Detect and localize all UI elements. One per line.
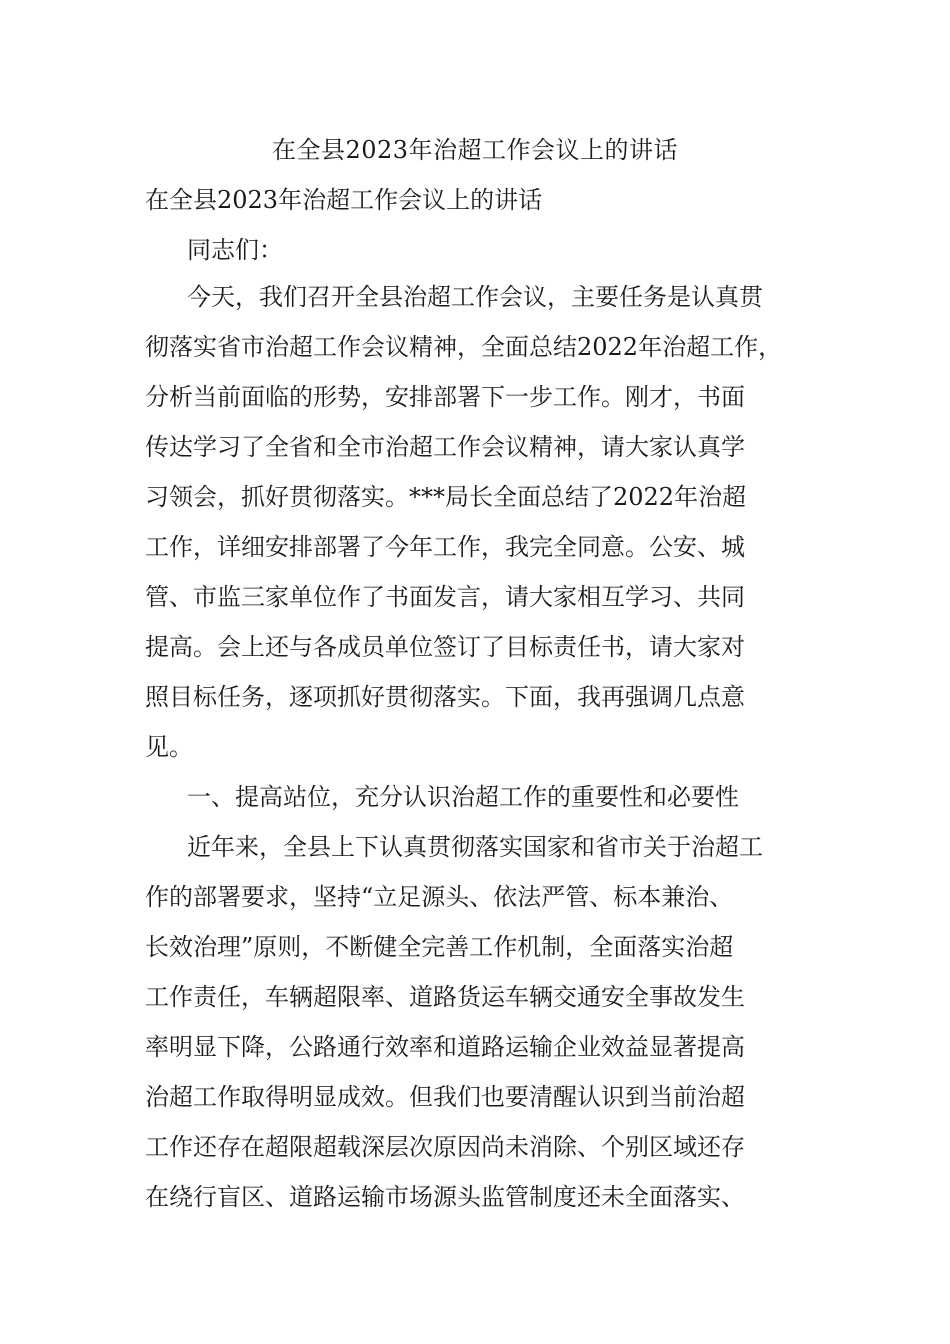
paragraph-1-line: 见。 bbox=[145, 733, 193, 761]
paragraph-1 bbox=[145, 272, 810, 772]
paragraph-1-line: 工作，详细安排部署了今年工作，我完全同意。公安、城 bbox=[145, 533, 745, 561]
greeting: 同志们： bbox=[187, 236, 283, 264]
paragraph-1-line: 传达学习了全省和全市治超工作会议精神，请大家认真学 bbox=[145, 433, 745, 461]
paragraph-2 bbox=[145, 822, 810, 1222]
section-heading-1: 一、提高站位，充分认识治超工作的重要性和必要性 bbox=[187, 783, 739, 811]
paragraph-2-line: 长效治理”原则，不断健全完善工作机制，全面落实治超 bbox=[145, 933, 734, 961]
paragraph-1-line: 提高。会上还与各成员单位签订了目标责任书，请大家对 bbox=[145, 633, 745, 661]
paragraph-2-line: 工作责任，车辆超限率、道路货运车辆交通安全事故发生 bbox=[145, 983, 745, 1011]
paragraph-2-line: 近年来，全县上下认真贯彻落实国家和省市关于治超工 bbox=[187, 833, 763, 861]
paragraph-2-line: 作的部署要求，坚持“立足源头、依法严管、标本兼治、 bbox=[145, 883, 734, 911]
paragraph-2-line: 在绕行盲区、道路运输市场源头监管制度还未全面落实、 bbox=[145, 1183, 745, 1211]
document-subtitle: 在全县2023年治超工作会议上的讲话 bbox=[145, 186, 543, 214]
paragraph-1-line: 今天，我们召开全县治超工作会议，主要任务是认真贯 bbox=[187, 283, 763, 311]
paragraph-1-line: 习领会，抓好贯彻落实。***局长全面总结了2022年治超 bbox=[145, 483, 747, 511]
paragraph-2-line: 率明显下降，公路通行效率和道路运输企业效益显著提高 bbox=[145, 1033, 745, 1061]
paragraph-1-line: 彻落实省市治超工作会议精神，全面总结2022年治超工作， bbox=[145, 333, 783, 361]
paragraph-1-line: 管、市监三家单位作了书面发言，请大家相互学习、共同 bbox=[145, 583, 745, 611]
document-title: 在全县2023年治超工作会议上的讲话 bbox=[271, 136, 679, 164]
paragraph-2-line: 工作还存在超限超载深层次原因尚未消除、个别区域还存 bbox=[145, 1133, 745, 1161]
paragraph-2-line: 治超工作取得明显成效。但我们也要清醒认识到当前治超 bbox=[145, 1083, 745, 1111]
paragraph-1-line: 分析当前面临的形势，安排部署下一步工作。刚才，书面 bbox=[145, 383, 745, 411]
section-heading-1-block bbox=[145, 772, 810, 822]
paragraph-1-line: 照目标任务，逐项抓好贯彻落实。下面，我再强调几点意 bbox=[145, 683, 745, 711]
